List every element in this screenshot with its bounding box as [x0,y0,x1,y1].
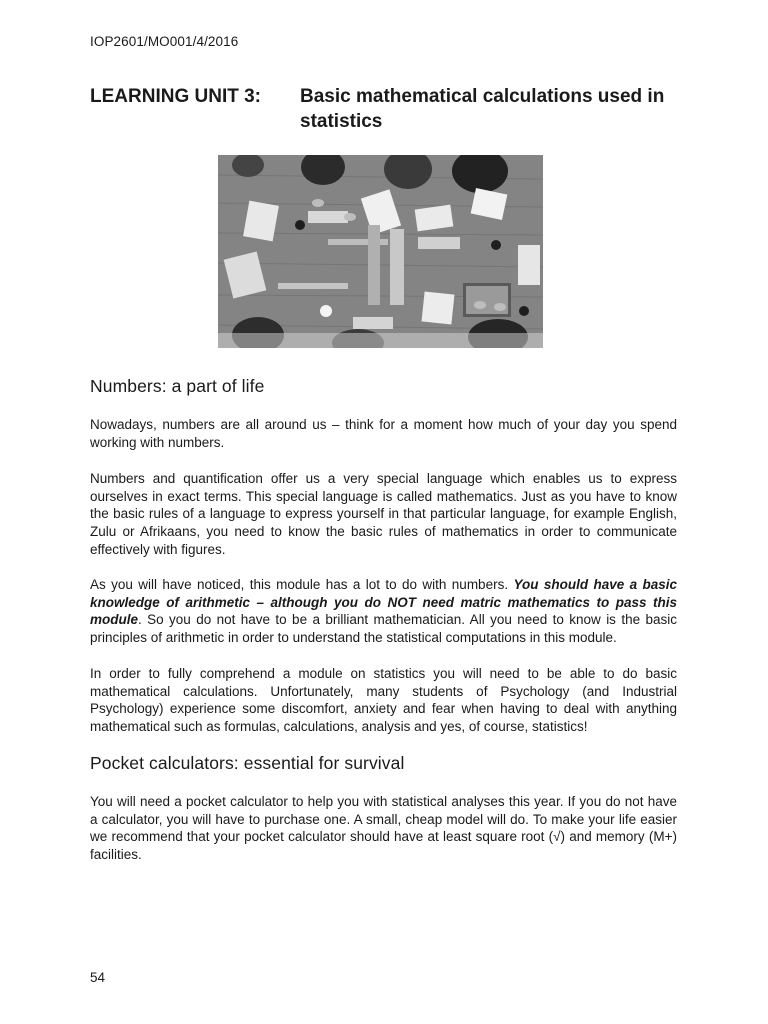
paragraph-numbers-1: Nowadays, numbers are all around us – think for a moment how much of your day you spend working with numbers. [90,417,677,450]
paragraph-numbers-4: In order to fully comprehend a module on statistics you will need to be able to do basic mathematical calculations. Unfortunately, many students of Psychology (and Industrial Psychology) experience some discomfort, anxiety and fear when having to deal with anything mathematical such as formulas, calculations, analysis and yes, of course, statistics! [90,666,677,735]
paragraph-calculators-1: You will need a pocket calculator to help you with statistical analyses this year. If you do not have a calculator, you will have to purchase one. A small, cheap model will do. To make your life easier we recommend that your pocket calculator should have at least square root (√) and memory (M+) facilities. [90,794,677,863]
paragraph-numbers-3-end: . So you do not have to be a brilliant mathematician. All you need to know is the basic principles of arithmetic in order to understand the statistical computations in this module. [90,612,677,646]
section-heading-numbers: Numbers: a part of life [90,376,265,396]
paragraph-numbers-3 [90,576,677,647]
document-code: IOP2601/MO001/4/2016 [90,34,239,49]
unit-label: LEARNING UNIT 3: [90,86,261,107]
paragraph-numbers-2: Numbers and quantification offer us a very special language which enables us to express ourselves in exact terms. This special language is called mathematics. Just as you have to know the basic rules of a language to express yourself in that particular language, for example English, Zulu or Afrikaans, you need to know the basic rules of mathematics in order to communicate effectively with figures. [90,471,677,557]
paragraph-numbers-3-start: As you will have noticed, this module has a lot to do with numbers. [90,577,514,592]
page-number: 54 [90,970,106,985]
section-heading-calculators: Pocket calculators: essential for survival [90,753,405,773]
paragraph-numbers-3-emphasis: You should have a basic knowledge of arithmetic – although you do NOT need matric mathematics to pass this module [90,577,677,628]
unit-title: Basic mathematical calculations used in statistics [300,86,665,132]
office-desk-photo [218,155,543,348]
